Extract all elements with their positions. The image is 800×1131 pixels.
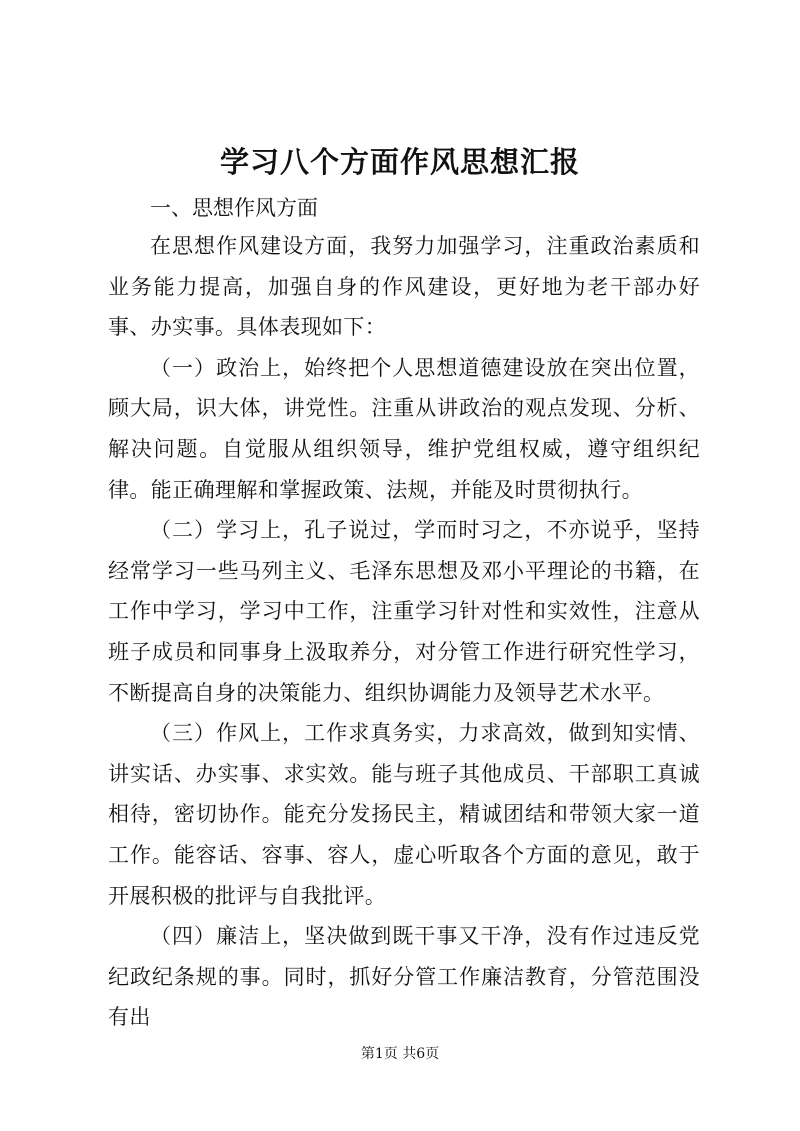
- paragraph-style: （三）作风上，工作求真务实，力求高效，做到知实情、讲实话、办实事、求实效。能与班子其他成员、干部职工真诚相待，密切协作。能充分发扬民主，精诚团结和带领大家一道工作。能容话、容事、容人，虚心听取各个方面的意见，敢于开展积极的批评与自我批评。: [108, 721, 700, 908]
- paragraph-intro: 在思想作风建设方面，我努力加强学习，注重政治素质和业务能力提高，加强自身的作风建设，更好地为老干部办好事、办实事。具体表现如下：: [108, 234, 700, 340]
- document-title: 学习八个方面作风思想汇报: [219, 145, 580, 179]
- section-heading: 一、思想作风方面: [150, 196, 318, 220]
- paragraph-political: （一）政治上，始终把个人思想道德建设放在突出位置，顾大局，识大体，讲党性。注重从讲政治的观点发现、分析、解决问题。自觉服从组织领导，维护党组权威，遵守组织纪律。能正确理解和掌握政策、法规，并能及时贯彻执行。: [108, 355, 700, 502]
- paragraph-study: （二）学习上，孔子说过，学而时习之，不亦说乎，坚持经常学习一些马列主义、毛泽东思想及邓小平理论的书籍，在工作中学习，学习中工作，注重学习针对性和实效性，注意从班子成员和同事身上汲取养分，对分管工作进行研究性学习，不断提高自身的决策能力、组织协调能力及领导艺术水平。: [108, 518, 700, 705]
- paragraph-integrity: （四）廉洁上，坚决做到既干事又干净，没有作过违反党纪政纪条规的事。同时，抓好分管工作廉洁教育，分管范围没有出: [108, 924, 700, 1030]
- page-footer: 第1页 共6页: [360, 1046, 440, 1062]
- document-body: [108, 226, 700, 1038]
